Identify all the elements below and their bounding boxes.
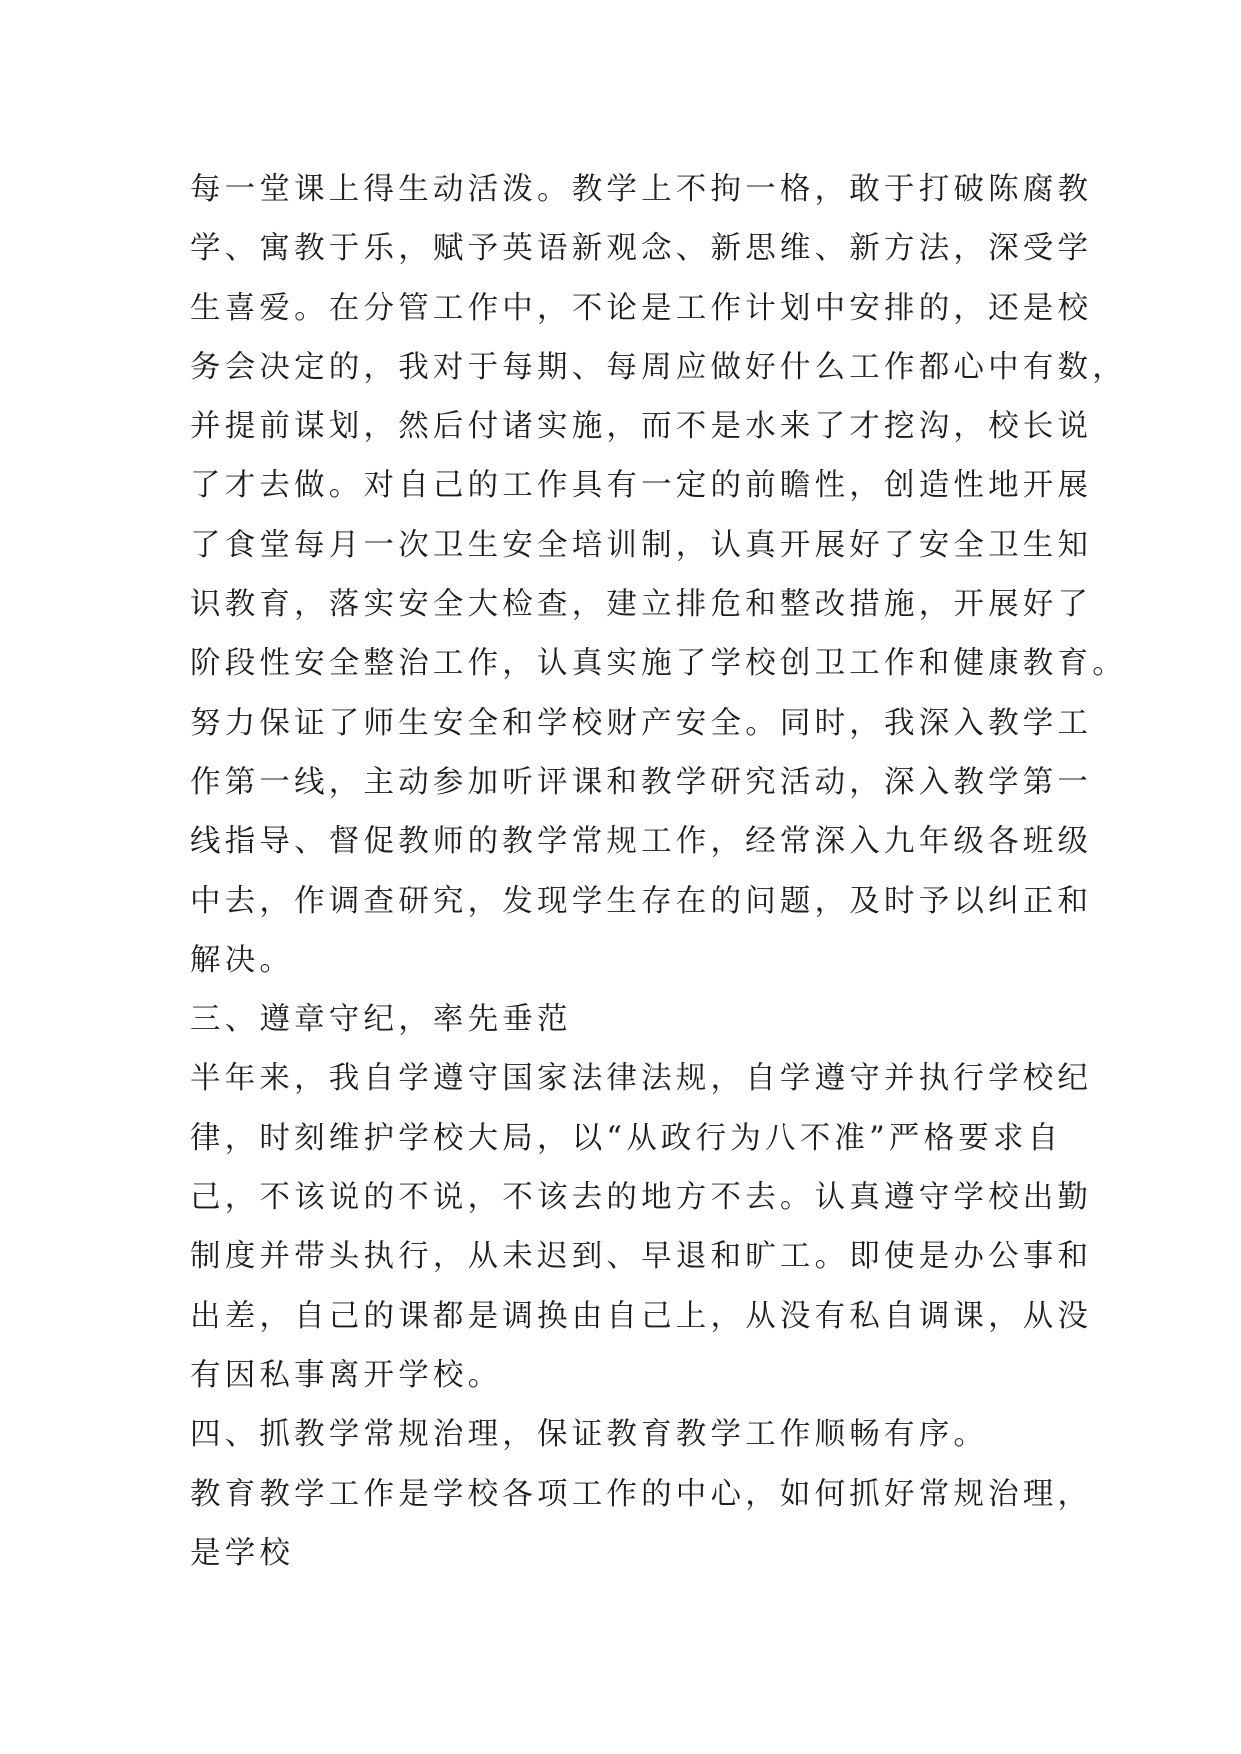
text-line: 有因私事离开学校。 — [190, 1357, 503, 1393]
text-line: 阶段性安全整治工作，认真实施了学校创卫工作和健康教育。 — [190, 646, 1127, 682]
section-heading: 四、抓教学常规治理，保证教育教学工作顺畅有序。 — [190, 1417, 989, 1453]
text-line: 线指导、督促教师的教学常规工作，经常深入九年级各班级 — [190, 824, 1093, 860]
document-body — [190, 160, 1127, 1583]
text-line: 半年来，我自学遵守国家法律法规，自学遵守并执行学校纪 — [190, 1061, 1093, 1097]
text-line: 识教育，落实安全大检查，建立排危和整改措施，开展好了 — [190, 587, 1093, 623]
section-heading: 三、遵章守纪，率先垂范 — [190, 1002, 572, 1038]
text-line: 作第一线，主动参加听评课和教学研究活动，深入教学第一 — [190, 764, 1093, 800]
text-line: 律，时刻维护学校大局，以“从政行为八不准”严格要求自 — [190, 1120, 1063, 1156]
text-line: 了才去做。对自己的工作具有一定的前瞻性，创造性地开展 — [190, 468, 1093, 504]
text-line: 每一堂课上得生动活泼。教学上不拘一格，敢于打破陈腐教 — [190, 172, 1093, 207]
text-line: 学、寓教于乐，赋予英语新观念、新思维、新方法，深受学 — [190, 231, 1093, 267]
text-line: 制度并带头执行，从未迟到、早退和旷工。即使是办公事和 — [190, 1239, 1093, 1275]
text-line: 了食堂每月一次卫生安全培训制，认真开展好了安全卫生知 — [190, 527, 1093, 563]
text-line: 解决。 — [190, 942, 295, 978]
text-line: 并提前谋划，然后付诸实施，而不是水来了才挖沟，校长说 — [190, 409, 1093, 445]
text-line: 己，不该说的不说，不该去的地方不去。认真遵守学校出勤 — [190, 1180, 1093, 1216]
text-line: 是学校 — [190, 1535, 295, 1571]
text-line: 务会决定的，我对于每期、每周应做好什么工作都心中有数， — [190, 349, 1127, 385]
text-line: 中去，作调查研究，发现学生存在的问题，及时予以纠正和 — [190, 883, 1093, 919]
text-line: 生喜爱。在分管工作中，不论是工作计划中安排的，还是校 — [190, 290, 1093, 326]
text-line: 教育教学工作是学校各项工作的中心，如何抓好常规治理， — [190, 1476, 1093, 1512]
text-line: 出差，自己的课都是调换由自己上，从没有私自调课，从没 — [190, 1298, 1093, 1334]
text-line: 努力保证了师生安全和学校财产安全。同时，我深入教学工 — [190, 705, 1093, 741]
